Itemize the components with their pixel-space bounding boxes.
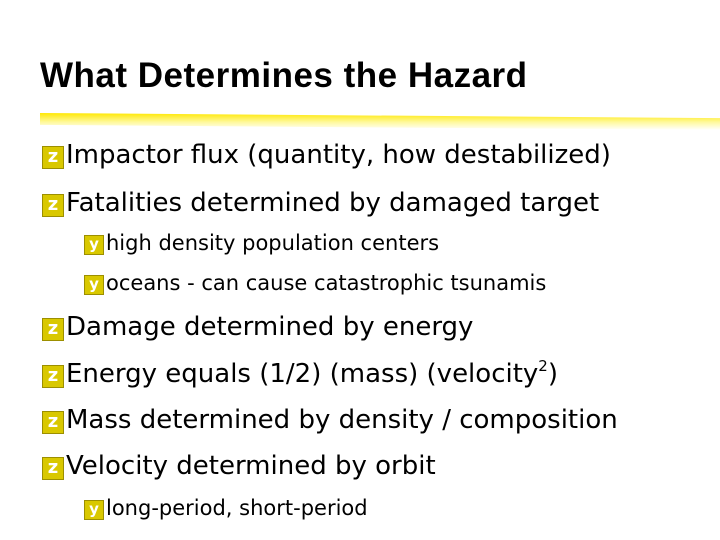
bullet-energy: [42, 357, 558, 389]
bullet-icon: z: [42, 365, 64, 388]
sub-bullet-text: high density population centers: [106, 231, 440, 255]
sub-bullet-icon: y: [84, 275, 104, 295]
superscript-two: 2: [538, 357, 548, 375]
bullet-impactor-flux: [42, 142, 611, 170]
sub-bullet-population: [84, 233, 439, 256]
bullet-text: Mass determined by density / composition: [66, 405, 618, 435]
bullet-text-end: ): [547, 359, 558, 389]
bullet-mass: [42, 407, 618, 435]
sub-bullet-icon: y: [84, 500, 104, 520]
slide-title: What Determines the Hazard: [40, 56, 528, 95]
sub-bullet-text: oceans - can cause catastrophic tsunamis: [106, 271, 547, 295]
bullet-icon: z: [42, 318, 64, 341]
sub-bullet-oceans: [84, 273, 546, 296]
bullet-text: Energy equals (1/2) (mass) (velocity: [66, 359, 539, 389]
bullet-icon: z: [42, 194, 64, 217]
bullet-icon: z: [42, 457, 64, 480]
bullet-icon: z: [42, 146, 64, 169]
sub-bullet-icon: y: [84, 235, 104, 255]
sub-bullet-text: long-period, short-period: [106, 496, 368, 520]
bullet-text: Damage determined by energy: [66, 312, 474, 342]
title-underline-rule: [40, 113, 720, 130]
bullet-damage: [42, 314, 473, 342]
bullet-text: Velocity determined by orbit: [66, 451, 436, 481]
sub-bullet-orbit-period: [84, 498, 368, 521]
bullet-fatalities: [42, 190, 599, 218]
bullet-icon: z: [42, 411, 64, 434]
bullet-text: Impactor flux (quantity, how destabilized): [66, 140, 611, 170]
bullet-velocity: [42, 453, 436, 481]
bullet-text: Fatalities determined by damaged target: [66, 188, 600, 218]
